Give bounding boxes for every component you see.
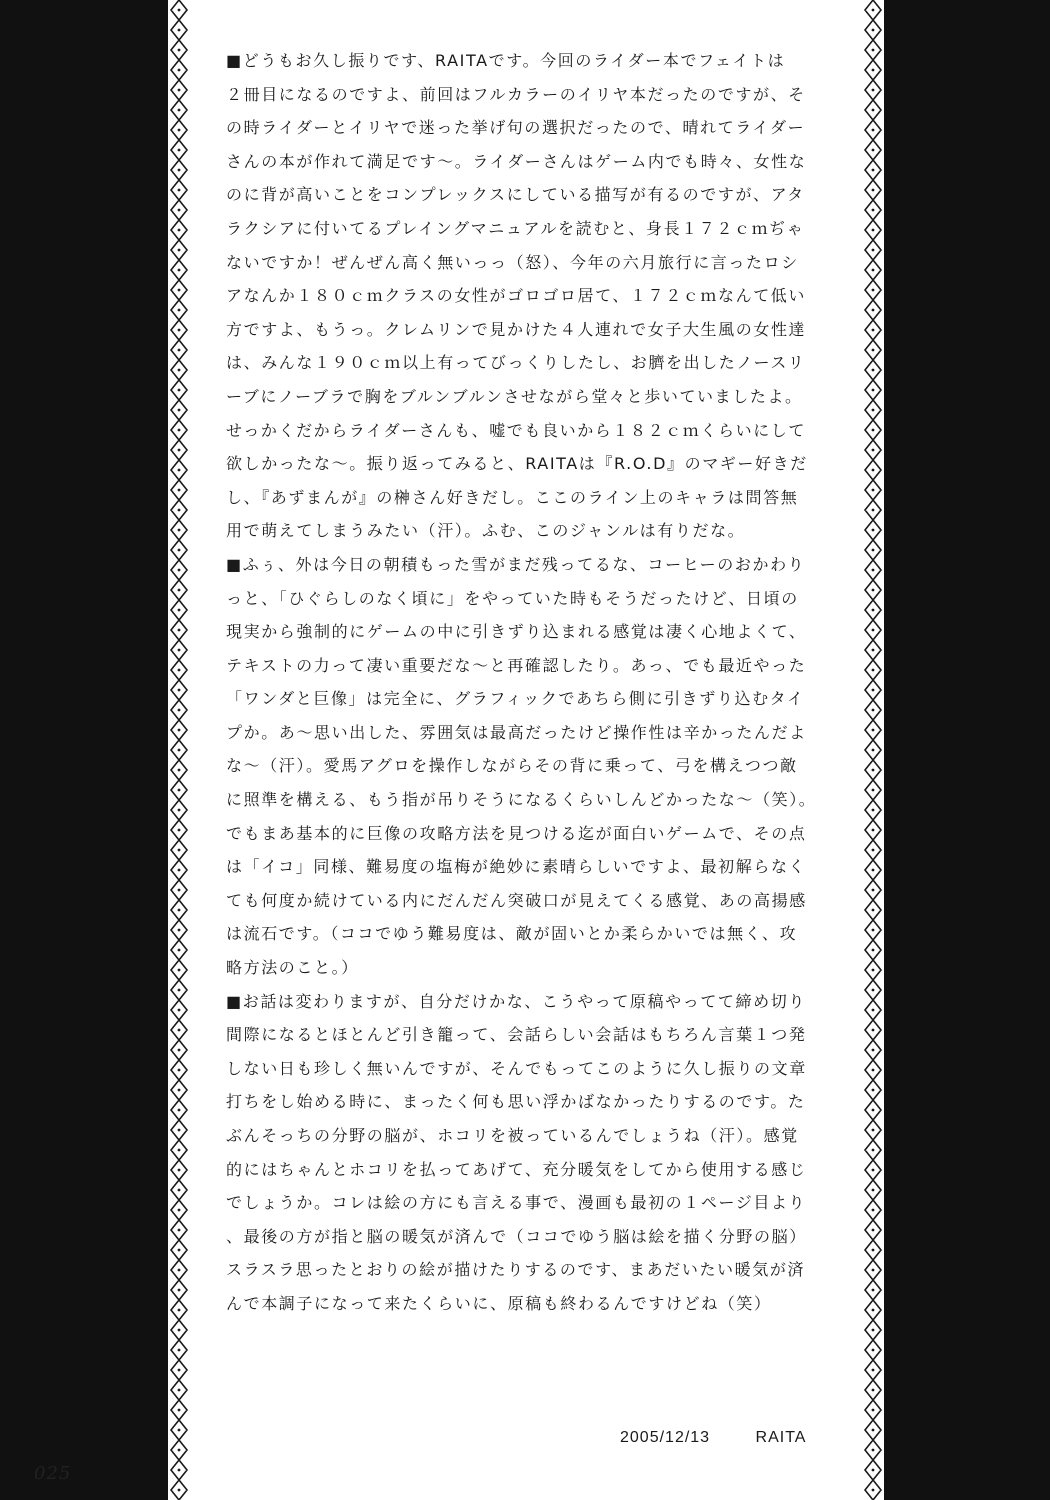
essay-line: せっかくだからライダーさんも、嘘でも良いから１８２ｃｍくらいにして (226, 420, 807, 440)
essay-line: ■どうもお久し振りです、RAITAです。今回のライダー本でフェイトは (226, 51, 786, 70)
essay-line: 的にはちゃんとホコリを払ってあげて、充分暖気をしてから使用する感じ (226, 1159, 807, 1179)
essay-line: ーブにノーブラで胸をブルンブルンさせながら堂々と歩いていましたよ。 (226, 386, 803, 406)
right-dark-band (884, 0, 1050, 1500)
essay-line: アなんか１８０ｃｍクラスの女性がゴロゴロ居て、１７２ｃｍなんて低い (226, 286, 807, 306)
essay-body (226, 44, 848, 1321)
essay-line: は「イコ」同様、難易度の塩梅が絶妙に素晴らしいですよ、最初解らなく (226, 857, 807, 877)
essay-line: の時ライダーとイリヤで迷った挙げ句の選択だったので、晴れてライダー (226, 118, 806, 138)
essay-line: は流石です。（ココでゆう難易度は、敵が固いとか柔らかいでは無く、攻 (226, 924, 798, 944)
essay-line: 用で萌えてしまうみたい（汗）。ふむ、このジャンルは有りだな。 (226, 521, 746, 541)
left-dark-band (0, 0, 168, 1500)
essay-line: スラスラ思ったとおりの絵が描けたりするのです、まあだいたい暖気が済 (226, 1260, 806, 1280)
essay-line: のに背が高いことをコンプレックスにしている描写が有るのですが、アタ (226, 185, 805, 205)
essay-line: プか。あ～思い出した、雰囲気は最高だったけど操作性は辛かったんだよ (226, 722, 807, 742)
essay-line: ても何度か続けている内にだんだん突破口が見えてくる感覚、あの高揚感 (226, 890, 807, 910)
essay-line: は、みんな１９０ｃｍ以上有ってびっくりしたし、お臍を出したノースリ (226, 353, 806, 373)
left-decorative-border (168, 0, 190, 1500)
essay-line: ２冊目になるのですよ、前回はフルカラーのイリヤ本だったのですが、そ (226, 84, 806, 104)
essay-line: 「ワンダと巨像」は完全に、グラフィックであちら側に引きずり込むタイ (226, 689, 805, 709)
essay-line: っと、「ひぐらしのなく頃に」をやっていた時もそうだったけど、日頃の (226, 588, 799, 608)
essay-line: しない日も珍しく無いんですが、そんでもってこのように久し振りの文章 (226, 1058, 807, 1078)
essay-line: 欲しかったな～。振り返ってみると、RAITAは『R.O.D』のマギー好きだ (226, 454, 808, 474)
essay-line: し、『あずまんが』の榊さん好きだし。ここのライン上のキャラは問答無 (226, 487, 799, 507)
essay-line: ■ふぅ、外は今日の朝積もった雪がまだ残ってるな、コーヒーのおかわり (226, 554, 806, 574)
essay-line: でしょうか。コレは絵の方にも言える事で、漫画も最初の１ページ目より (226, 1193, 807, 1213)
essay-line: でもまあ基本的に巨像の攻略方法を見つける迄が面白いゲームで、その点 (226, 823, 807, 843)
right-decorative-border (862, 0, 884, 1500)
essay-line: んで本調子になって来たくらいに、原稿も終わるんですけどね（笑） (226, 1293, 772, 1313)
essay-line: 現実から強制的にゲームの中に引きずり込まれる感覚は凄く心地よくて、 (226, 622, 807, 642)
signature-date: 2005/12/13 (620, 1429, 711, 1446)
essay-line: ラクシアに付いてるプレイングマニュアルを読むと、身長１７２ｃｍぢゃ (226, 218, 805, 238)
essay-line: テキストの力って凄い重要だな～と再確認したり。あっ、でも最近やった (226, 655, 807, 675)
essay-line: に照準を構える、もう指が吊りそうになるくらいしんどかったな～（笑）。 (226, 790, 817, 810)
signature-name: RAITA (755, 1429, 807, 1446)
page-number: 025 (34, 1463, 72, 1484)
essay-line: ないですか！ぜんぜん高く無いっっ（怒）、今年の六月旅行に言ったロシ (226, 252, 799, 272)
signature (620, 1429, 806, 1447)
essay-line: 略方法のこと。） (226, 958, 359, 978)
essay-line: な～（汗）。愛馬アグロを操作しながらその背に乗って、弓を構えつつ敵 (226, 756, 798, 776)
essay-line: さんの本が作れて満足です～。ライダーさんはゲーム内でも時々、女性な (226, 151, 807, 171)
essay-line: 方ですよ、もうっ。クレムリンで見かけた４人連れで女子大生風の女性達 (226, 319, 807, 339)
essay-line: 間際になるとほとんど引き籠って、会話らしい会話はもちろん言葉１つ発 (226, 1025, 807, 1045)
essay-line: 、最後の方が指と脳の暖気が済んで（ココでゆう脳は絵を描く分野の脳） (226, 1226, 807, 1246)
essay-line: ぶんそっちの分野の脳が、ホコリを被っているんでしょうね（汗）。感覚 (226, 1126, 799, 1145)
essay-line: 打ちをし始める時に、まったく何も思い浮かばなかったりするのです。た (226, 1092, 806, 1112)
essay-line: ■お話は変わりますが、自分だけかな、こうやって原稿やってて締め切り (226, 991, 806, 1011)
